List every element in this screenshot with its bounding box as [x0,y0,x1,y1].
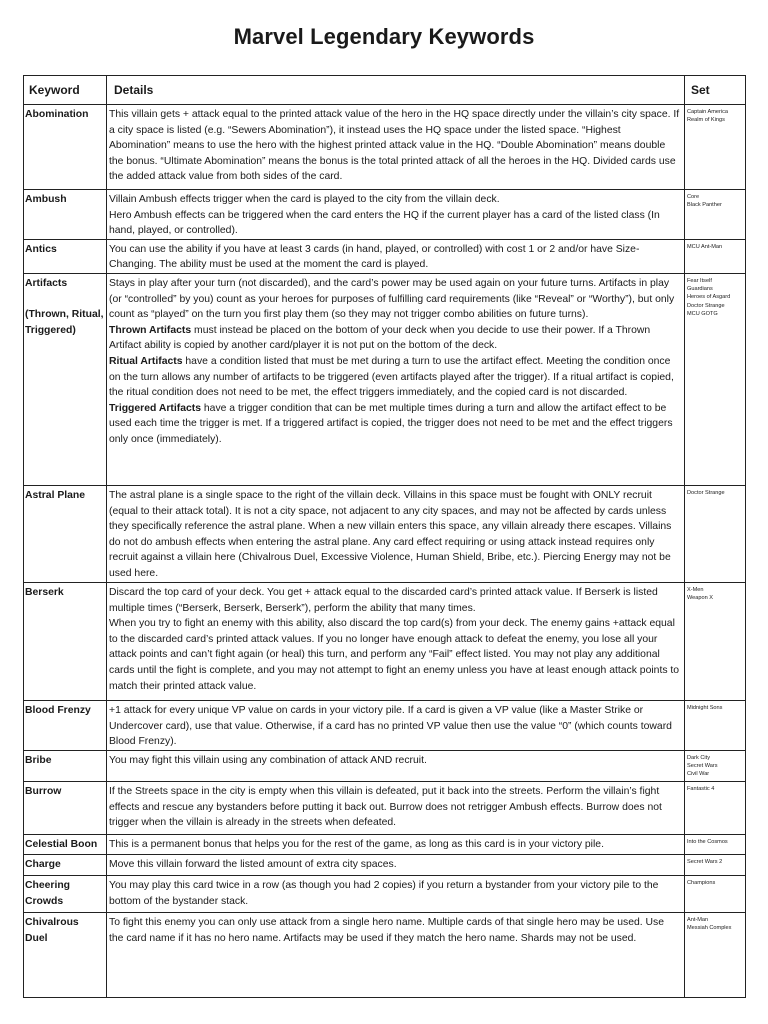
table-row [24,273,746,485]
keyword-label: Celestial Boon [25,838,98,850]
details-cell [107,239,685,273]
details-cell [107,912,685,997]
table-row [24,105,746,190]
keyword-cell [24,834,107,854]
header-details: Details [107,76,685,105]
details-cell [107,834,685,854]
set-cell [685,781,746,834]
keyword-label: Chivalrous Duel [25,916,79,944]
keyword-label: Blood Frenzy [25,704,91,716]
page-title: Marvel Legendary Keywords [233,24,535,49]
set-name: Doctor Strange [687,489,725,496]
details-paragraph: This is a permanent bonus that helps you for the rest of the game, as long as this card is in your victory pile. [109,838,604,850]
set-cell [685,190,746,240]
set-name: X-Men [687,586,704,593]
subtype-term: Triggered Artifacts [109,402,201,414]
set-name: Secret Wars 2 [687,858,723,865]
set-name: MCU Ant-Man [687,243,723,250]
details-paragraph: If the Streets space in the city is empty when this villain is defeated, put it back into the streets. Perform the villain’s fight effects and rescue any bystanders before putting it back out. Burrow does not retrigger Ambush effects. Burrow does not trigger when the villain is already in the streets when defeated. [109,785,662,829]
details-cell [107,700,685,750]
keyword-cell [24,239,107,273]
set-cell [685,854,746,875]
table-row [24,700,746,750]
keyword-cell [24,854,107,875]
set-cell [685,582,746,700]
keywords-table [23,75,746,998]
set-cell [685,912,746,997]
table-row [24,485,746,582]
keyword-label: Artifacts [25,277,68,289]
set-name: Captain America [687,109,729,115]
header-keyword: Keyword [24,76,107,105]
set-name: Core [687,194,700,200]
set-cell [685,834,746,854]
details-cell [107,875,685,912]
details-paragraph: +1 attack for every unique VP value on cards in your victory pile. If a card is given a VP value (like a Master Strike or Undercover card), use that value. Otherwise, if a card has no printed VP value then use the value “0” (which counts toward Blood Frenzy). [109,704,672,748]
keyword-cell [24,781,107,834]
details-cell [107,781,685,834]
set-name: Doctor Strange [687,302,725,309]
details-paragraph: Move this villain forward the listed amount of extra city spaces. [109,858,397,870]
details-paragraph: This villain gets + attack equal to the printed attack value of the hero in the HQ space directly under the villain’s city space. If a city space is listed (e.g. “Sewers Abomination”), it instead uses the HQ space under the listed space. “Highest Abomination” means to use the hero with the highest printed attack value in the HQ. “Double Abomination” means double the bonus. “Ultimate Abomination” means the bonus is the total printed attack of all the heroes in the HQ. Divided cards use the added attack value from both sides of the card. [109,109,680,183]
keyword-cell [24,273,107,485]
set-name: Civil War [687,771,710,778]
keyword-cell [24,912,107,997]
set-name: Ant-Man [687,916,709,923]
keyword-label: Bribe [25,754,52,766]
subtype-text: have a condition listed that must be met during a turn to use the artifact effect. Meeting the condition once on the turn allows any number of artifacts to be triggered (even artifacts played after the trigger). If a ritual artifact is copied, the ritual condition does not need to be met, the effect triggers immediately, and the copied card is not discarded. [109,355,674,399]
set-cell [685,105,746,190]
details-cell [107,854,685,875]
table-row [24,854,746,875]
set-name: MCU GOTG [687,310,718,317]
keyword-label: Astral Plane [25,489,86,501]
set-name: Guardians [687,286,713,293]
table-row [24,750,746,781]
set-cell [685,485,746,582]
table-row [24,875,746,912]
set-name: Fantastic 4 [687,785,715,792]
keyword-label: Burrow [25,785,62,797]
keyword-label: Abomination [25,109,89,120]
details-cell [107,190,685,240]
set-cell [685,875,746,912]
details-subtype-paragraph [109,354,680,401]
set-name: Fear Itself [687,277,712,284]
header-set: Set [685,76,746,105]
set-name: Midnight Sons [687,704,723,711]
subtype-term: Ritual Artifacts [109,355,183,367]
keyword-cell [24,190,107,240]
keyword-cell [24,105,107,190]
details-cell [107,485,685,582]
set-cell [685,239,746,273]
keyword-cell [24,875,107,912]
table-row [24,239,746,273]
set-cell [685,273,746,485]
keyword-label: Charge [25,858,61,870]
table-header-row [24,76,746,105]
details-subtype-paragraph [109,323,680,354]
keyword-label: Berserk [25,586,64,598]
subtype-text: have a trigger condition that can be met multiple times during a turn and allow the artifact effect to be used each time the trigger is met. If a triggered artifact is copied, the trigger does not need to be met and the effect triggers only once (immediately). [109,402,673,445]
set-name: Black Panther [687,202,722,209]
keyword-label: Ambush [25,194,67,205]
table-body [24,105,746,998]
table-row [24,582,746,700]
set-name: Realm of Kings [687,117,725,124]
details-paragraph: Villain Ambush effects trigger when the card is played to the city from the villain deck. [109,194,500,205]
details-cell [107,750,685,781]
table-row [24,781,746,834]
set-name: Messiah Complex [687,925,732,932]
table-row [24,912,746,997]
details-cell [107,273,685,485]
details-paragraph: You may fight this villain using any combination of attack AND recruit. [109,754,427,766]
details-cell [107,105,685,190]
table-row [24,834,746,854]
details-cell [107,582,685,700]
details-paragraph: To fight this enemy you can only use attack from a single hero name. Multiple cards of that single hero may be used. Use the card name if it has no hero name. Artifacts may be used if they match the hero name. Shards may not be used. [109,916,665,944]
keyword-cell [24,750,107,781]
keyword-label: Antics [25,243,57,255]
set-name: Dark City [687,754,710,761]
details-paragraph: Stays in play after your turn (not discarded), and the card’s power may be used again on your future turns. Artifacts in play (or “controlled” by you) count as your heroes for purposes of fulfilling card requirements (like “Reveal” or “Worthy”), but only count as “played” on the turn you first play them (so they may not trigger combo abilities on future turns). [109,277,675,321]
set-name: Champions [687,879,716,886]
keyword-label: Cheering Crowds [25,879,71,907]
set-cell [685,700,746,750]
details-subtype-paragraph [109,401,680,448]
subtype-text: must instead be placed on the bottom of your deck when you decide to use their power. If a Thrown Artifact ability is copied by another card/player it is not put on the bottom of the deck. [109,324,651,352]
details-paragraph: Discard the top card of your deck. You get + attack equal to the discarded card’s printed attack value. If Berserk is listed multiple times (“Berserk, Berserk, Berserk”), perform the ability that many times. [109,586,658,614]
details-paragraph: You may play this card twice in a row (as though you had 2 copies) if you return a bystander from your victory pile to the bottom of the bystander stack. [109,879,659,907]
set-cell [685,750,746,781]
keyword-cell [24,700,107,750]
subtype-term: Thrown Artifacts [109,324,192,336]
set-name: Secret Wars [687,763,718,770]
keyword-sublabel: (Thrown, Ritual, Triggered) [25,309,104,336]
set-name: Heroes of Asgard [687,294,731,301]
keyword-cell [24,582,107,700]
details-paragraph: When you try to fight an enemy with this ability, also discard the top card(s) from your deck. The enemy gains +attack equal to the discarded card’s printed attack values. If you no longer have enough attack to defeat the enemy, you lose all your attack points and can’t fight again (or heal) this turn, and perform any “Fail” effect listed. You may not play any additional cards until the fight is complete, and you may not attempt to fight an enemy unless you have at least enough attack points to match their printed attack value. [109,618,680,692]
details-paragraph: The astral plane is a single space to the right of the villain deck. Villains in this space must be fought with ONLY recruit (equal to their attack total). It is not a city space, not adjacent to any city spaces, and may not be affected by cards unless they specifically reference the astral plane. When a new villain enters this space, any villain already there escapes. Villains do not do ambush effects when entering the astral plane. Any card effect requiring or using attack instead requires only recruit against a villain here (Chivalrous Duel, Excessive Violence, Human Shield, Bribe, etc.). Piercing Energy may not be used here. [109,489,672,579]
set-name: Weapon X [687,595,714,602]
details-paragraph: Hero Ambush effects can be triggered when the card enters the HQ if the current player has a card of the listed class (In hand, played, or controlled). [109,209,660,237]
table-row [24,190,746,240]
set-name: Into the Cosmos [687,838,728,845]
details-paragraph: You can use the ability if you have at least 3 cards (in hand, played, or controlled) with cost 1 or 2 and/or have Size-Changing. The ability must be used at the moment the card is played. [109,243,640,271]
keyword-cell [24,485,107,582]
